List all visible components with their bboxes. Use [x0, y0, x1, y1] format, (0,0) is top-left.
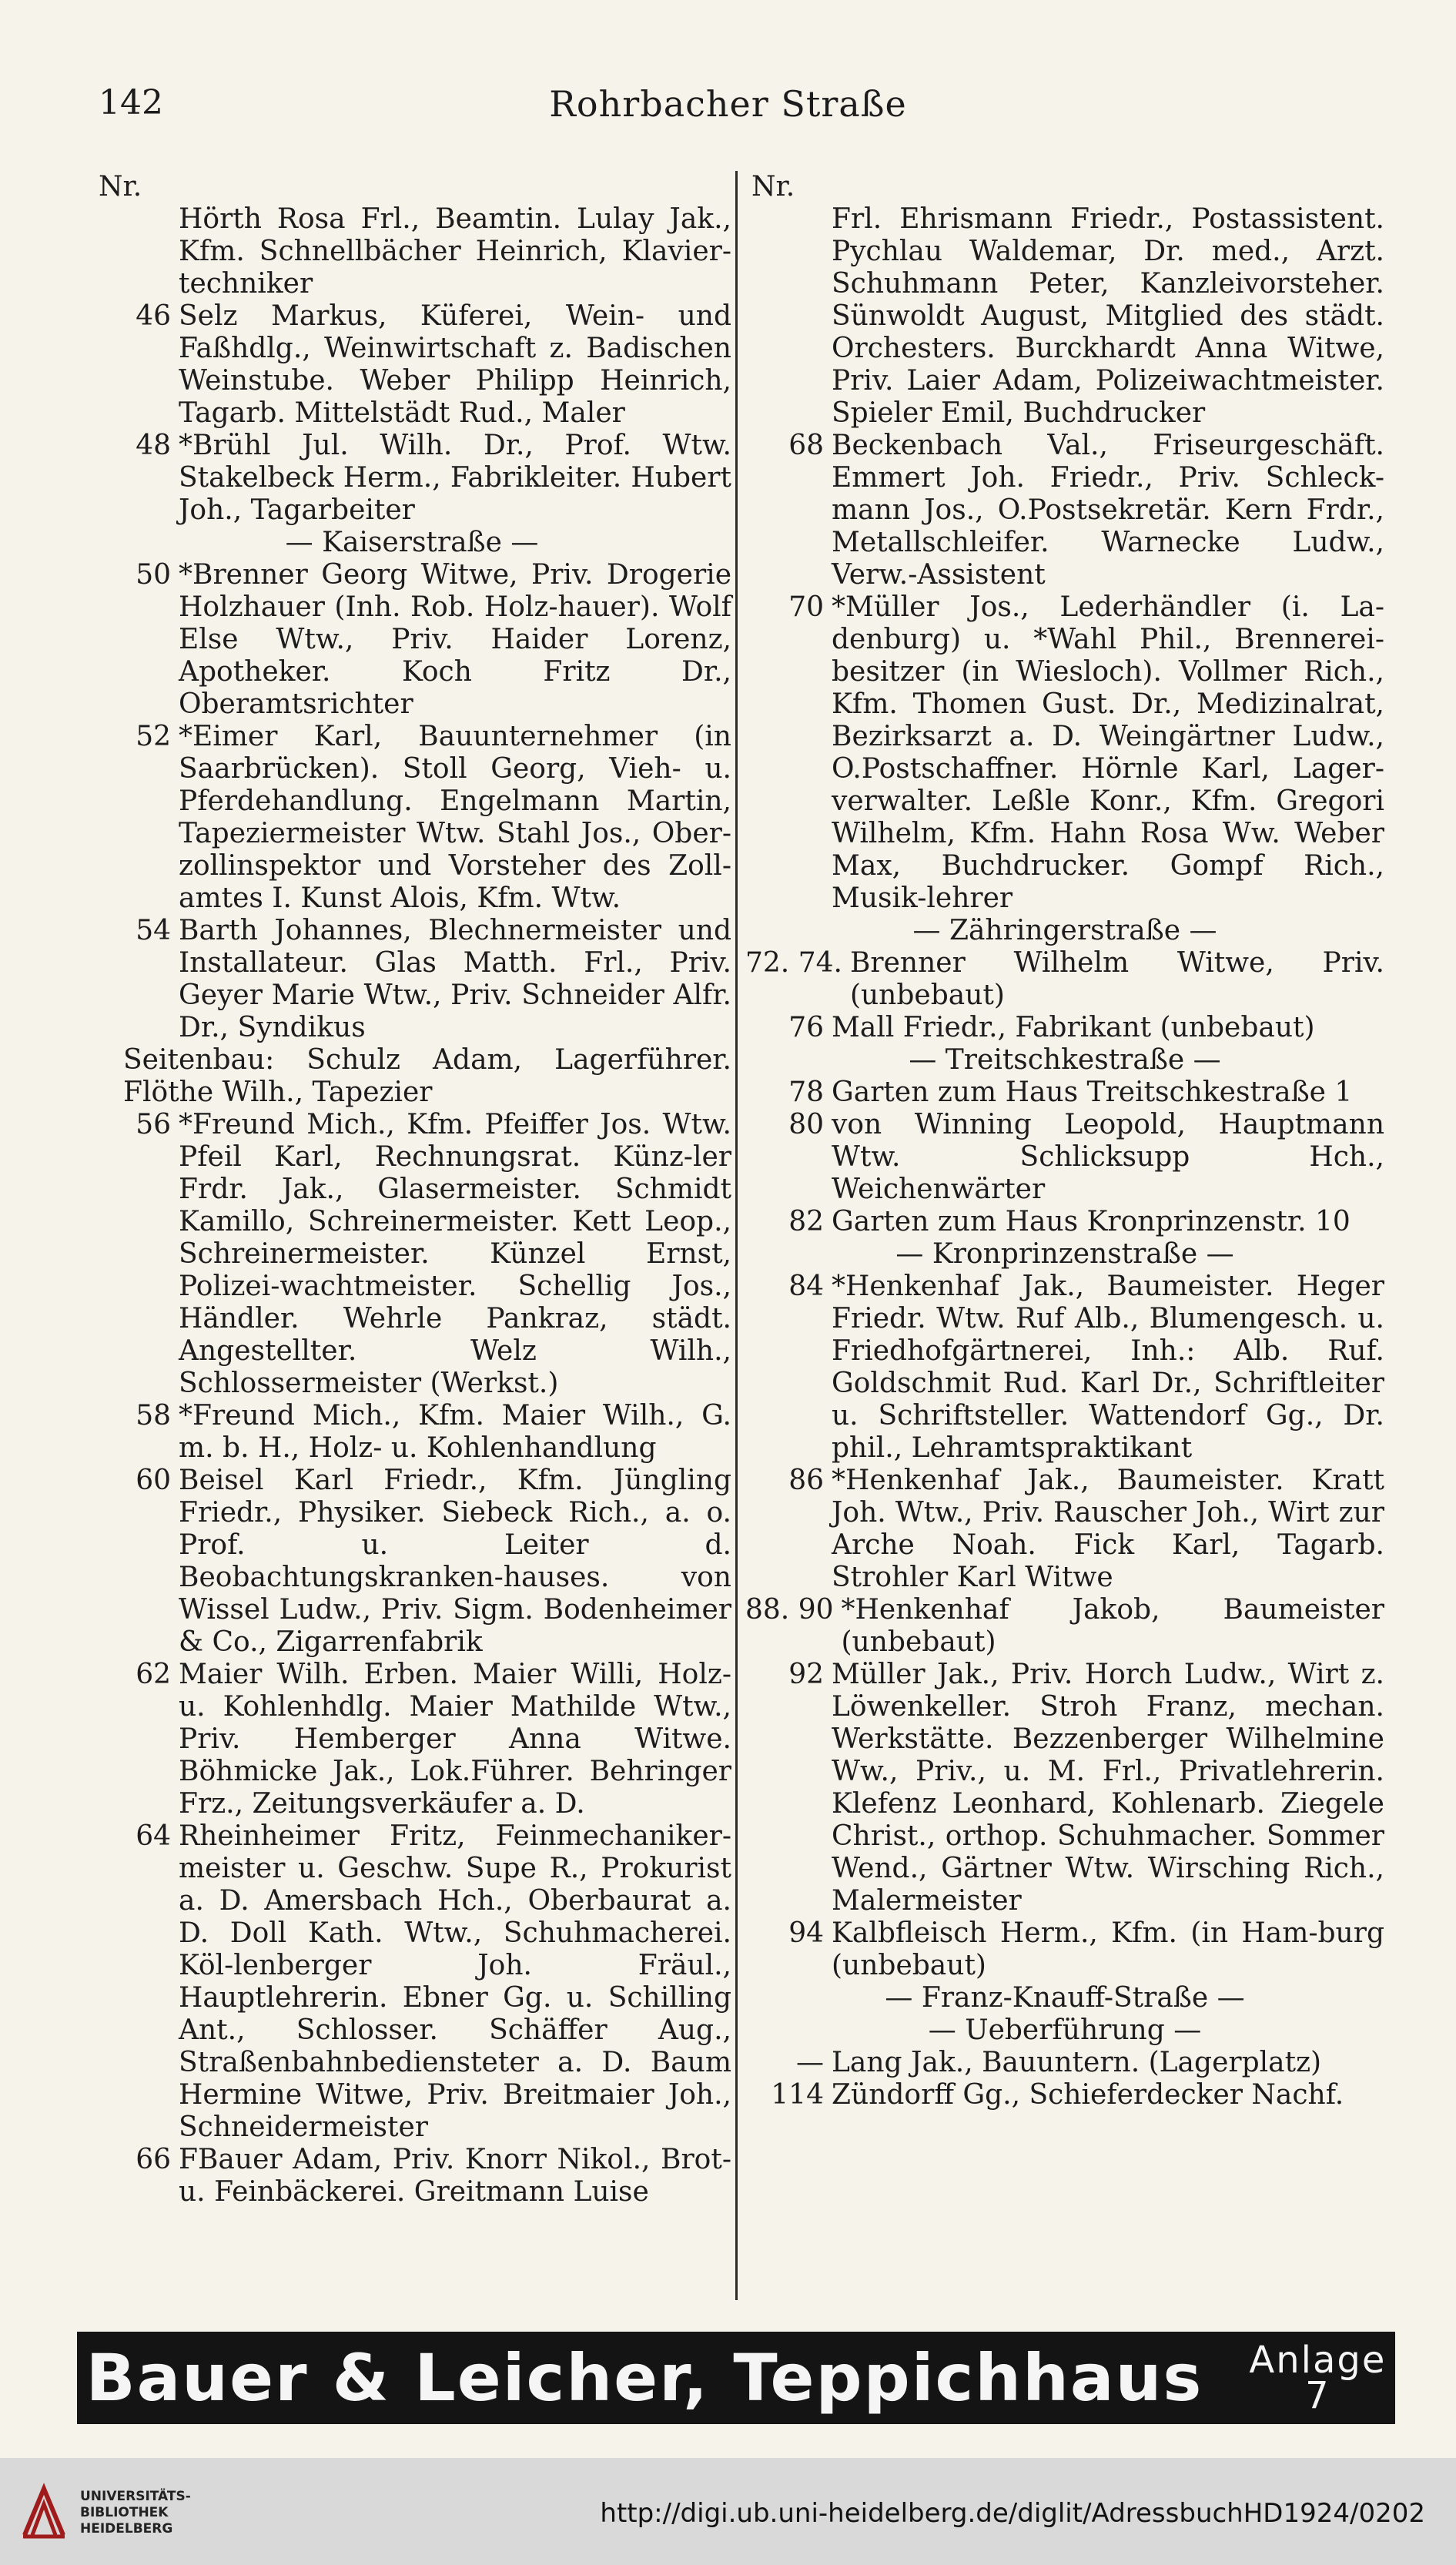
library-name: [80, 2489, 191, 2537]
resident-list: Garten zum Haus Kronprinzenstr. 10: [832, 1206, 1351, 1237]
house-number: 92: [788, 1659, 824, 1690]
cross-street: — Zähringerstraße —: [912, 915, 1217, 946]
house-number: 66: [136, 2144, 171, 2175]
address-entry: [92, 300, 731, 430]
address-entry: [92, 721, 731, 915]
anlage-word: Anlage: [1249, 2339, 1387, 2382]
resident-list: FBauer Adam, Priv. Knorr Nikol., Brot- u. Feinbäckerei. Greitmann Luise: [179, 2144, 731, 2208]
address-entry: [92, 1400, 731, 1465]
cross-street: — Kronprinzenstraße —: [895, 1238, 1234, 1270]
resident-list: von Winning Leopold, Hauptmann Wtw. Schlicksupp Hch., Weichenwärter: [832, 1109, 1384, 1205]
library-name-line3: HEIDELBERG: [80, 2521, 173, 2537]
resident-list: Lang Jak., Bauuntern. (Lagerplatz): [832, 2047, 1322, 2078]
house-number: 52: [136, 721, 171, 752]
house-number: 60: [136, 1465, 171, 1496]
address-entry: [92, 1109, 731, 1400]
address-entry: [745, 1594, 1384, 1659]
house-number: [92, 203, 179, 300]
column-header: Nr.: [99, 171, 142, 203]
resident-list: Barth Johannes, Blechnermeister und Installateur. Glas Matth. Frl., Priv. Geyer Marie Wtw., Priv. Schneider Alfr. Dr., Syndikus: [179, 915, 731, 1043]
address-entry: [745, 1465, 1384, 1594]
resident-list: Frl. Ehrismann Friedr., Postassistent. Pychlau Waldemar, Dr. med., Arzt. Schuhmann Peter, Kanzleivorsteher. Sünwoldt August, Mitglied des städt. Orchesters. Burckhardt Anna Witwe, Priv. Laier Adam, Polizeiwachtmeister. Spieler Emil, Buchdrucker: [832, 203, 1384, 429]
house-number: 86: [788, 1465, 824, 1496]
address-entry: [745, 1659, 1384, 1917]
house-number: 70: [788, 591, 824, 623]
address-entry: [92, 915, 731, 1044]
resident-list: *Freund Mich., Kfm. Maier Wilh., G. m. b. H., Holz- u. Kohlenhandlung: [179, 1400, 731, 1464]
house-number: 48: [136, 430, 171, 461]
resident-list: Mall Friedr., Fabrikant (unbebaut): [832, 1012, 1315, 1043]
address-entry: [745, 1109, 1384, 1206]
house-number: 46: [136, 300, 171, 332]
cross-street: — Kaiserstraße —: [285, 527, 539, 558]
footer-bar: [0, 2458, 1456, 2565]
address-entry: [745, 2079, 1384, 2111]
house-number: 72. 74.: [745, 947, 842, 979]
library-name-line1: UNIVERSITÄTS-: [80, 2489, 191, 2504]
resident-list: Zündorff Gg., Schieferdecker Nachf.: [832, 2079, 1344, 2111]
house-number: 94: [788, 1917, 824, 1949]
house-number: 64: [136, 1820, 171, 1852]
resident-list: *Brenner Georg Witwe, Priv. Drogerie Holzhauer (Inh. Rob. Holz-hauer). Wolf Else Wtw., Priv. Haider Lorenz, Apotheker. Koch Fritz Dr., Oberamtsrichter: [179, 559, 731, 720]
resident-list: Seitenbau: Schulz Adam, Lagerführer. Flöthe Wilh., Tapezier: [123, 1044, 731, 1108]
resident-list: Beckenbach Val., Friseurgeschäft. Emmert Joh. Friedr., Priv. Schleck-mann Jos., O.Postsekretär. Kern Frdr., Metallschleifer. Warnecke Ludw., Verw.-Assistent: [832, 430, 1384, 591]
right-column: [745, 171, 1384, 2111]
resident-list: Rheinheimer Fritz, Feinmechaniker-meister u. Geschw. Supe R., Prokurist a. D. Amersbach Hch., Oberbaurat a. D. Doll Kath. Wtw., Schuhmacherei. Köl-lenberger Joh. Fräul., Hauptlehrerin. Ebner Gg. u. Schilling Ant., Schlosser. Schäffer Aug., Straßenbahnbediensteter a. D. Baum Hermine Witwe, Priv. Breitmaier Joh., Schneidermeister: [179, 1820, 731, 2143]
house-number: 84: [788, 1271, 824, 1302]
address-entry: [745, 1271, 1384, 1465]
library-logo-icon: [17, 2481, 71, 2543]
resident-list: *Brühl Jul. Wilh. Dr., Prof. Wtw. Stakelbeck Herm., Fabrikleiter. Hubert Joh., Tagarbeiter: [179, 430, 731, 526]
house-number: [745, 203, 832, 430]
house-number: 58: [136, 1400, 171, 1432]
resident-list: Garten zum Haus Treitschkestraße 1: [832, 1077, 1353, 1108]
address-entry: [745, 1012, 1384, 1044]
address-entry: [745, 1206, 1384, 1238]
left-column: [92, 171, 731, 2208]
address-entry: [92, 559, 731, 721]
resident-list: Selz Markus, Küferei, Wein- und Faßhdlg., Weinwirtschaft z. Badischen Weinstube. Weber Philipp Heinrich, Tagarb. Mittelstädt Rud., Maler: [179, 300, 731, 429]
address-entry: [745, 203, 1384, 430]
page-number: 142: [99, 83, 163, 122]
house-number: [92, 1044, 123, 1109]
library-name-line2: BIBLIOTHEK: [80, 2505, 169, 2520]
resident-list: *Henkenhaf Jak., Baumeister. Kratt Joh. Wtw., Priv. Rauscher Joh., Wirt zur Arche Noah. Fick Karl, Tagarb. Strohler Karl Witwe: [832, 1465, 1384, 1593]
advertisement-text: Bauer & Leicher, Teppichhaus: [85, 2340, 1203, 2416]
house-number: 114: [771, 2079, 824, 2111]
resident-list: *Henkenhaf Jakob, Baumeister (unbebaut): [841, 1594, 1384, 1658]
house-number: 88. 90: [745, 1594, 834, 1626]
page-title: Rohrbacher Straße: [549, 83, 907, 125]
address-entry: [745, 430, 1384, 591]
anlage-label: [1249, 2339, 1387, 2417]
house-number: 56: [136, 1109, 171, 1140]
house-number: 50: [136, 559, 171, 591]
resident-list: Kalbfleisch Herm., Kfm. (in Ham-burg (unbebaut): [832, 1917, 1384, 1981]
house-number: 78: [788, 1077, 824, 1108]
address-entry: [92, 430, 731, 527]
house-number: 68: [788, 430, 824, 461]
address-entry: [745, 2047, 1384, 2079]
resident-list: Hörth Rosa Frl., Beamtin. Lulay Jak., Kfm. Schnellbächer Heinrich, Klavier-techniker: [179, 203, 731, 300]
resident-list: *Müller Jos., Lederhändler (i. La-denburg) u. *Wahl Phil., Brennerei-besitzer (in Wiesloch). Vollmer Rich., Kfm. Thomen Gust. Dr., Medizinalrat, Bezirksarzt a. D. Weingärtner Ludw., O.Postschaffner. Hörnle Karl, Lager-verwalter. Leßle Konr., Kfm. Gregori Wilhelm, Kfm. Hahn Rosa Ww. Weber Max, Buchdrucker. Gompf Rich., Musik-lehrer: [832, 591, 1384, 914]
address-entry: [745, 1077, 1384, 1109]
address-entry: [92, 1465, 731, 1659]
resident-list: *Eimer Karl, Bauunternehmer (in Saarbrücken). Stoll Georg, Vieh- u. Pferdehandlung. Engelmann Martin, Tapeziermeister Wtw. Stahl Jos., Ober-zollinspektor und Vorsteher des Zoll-amtes I. Kunst Alois, Kfm. Wtw.: [179, 721, 731, 914]
address-entry: [92, 203, 731, 300]
address-entry: [92, 2144, 731, 2208]
resident-list: *Henkenhaf Jak., Baumeister. Heger Friedr. Wtw. Ruf Alb., Blumengesch. u. Friedhofgärtnerei, Inh.: Alb. Ruf. Goldschmit Rud. Karl Dr., Schriftleiter u. Schriftsteller. Wattendorf Gg., Dr. phil., Lehramtspraktikant: [832, 1271, 1384, 1464]
address-entry: [92, 1820, 731, 2144]
resident-list: Maier Wilh. Erben. Maier Willi, Holz- u. Kohlenhdlg. Maier Mathilde Wtw., Priv. Hemberger Anna Witwe. Böhmicke Jak., Lok.Führer. Behringer Frz., Zeitungsverkäufer a. D.: [179, 1659, 731, 1820]
house-number: 62: [136, 1659, 171, 1690]
address-entry: [92, 1044, 731, 1109]
anlage-number: 7: [1305, 2374, 1330, 2417]
column-header: Nr.: [751, 171, 795, 203]
house-number: 76: [788, 1012, 824, 1043]
house-number: 80: [788, 1109, 824, 1140]
advertisement-banner: [77, 2332, 1395, 2424]
address-entry: [92, 1659, 731, 1820]
house-number: —: [796, 2047, 824, 2078]
cross-street: — Franz-Knauff-Straße —: [885, 1982, 1245, 2014]
resident-list: Müller Jak., Priv. Horch Ludw., Wirt z. Löwenkeller. Stroh Franz, mechan. Werkstätte. Bezzenberger Wilhelmine Ww., Priv., u. M. Frl., Privatlehrerin. Klefenz Leonhard, Kohlenarb. Ziegele Christ., orthop. Schuhmacher. Sommer Wend., Gärtner Wtw. Wirsching Rich., Malermeister: [832, 1659, 1384, 1917]
column-divider: [735, 171, 738, 2300]
house-number: 54: [136, 915, 171, 946]
cross-street: — Treitschkestraße —: [909, 1044, 1221, 1076]
resident-list: Beisel Karl Friedr., Kfm. Jüngling Friedr., Physiker. Siebeck Rich., a. o. Prof. u. Leiter d. Beobachtungskranken-hauses. von Wissel Ludw., Priv. Sigm. Bodenheimer & Co., Zigarrenfabrik: [179, 1465, 731, 1658]
cross-street: — Ueberführung —: [928, 2014, 1202, 2046]
address-entry: [745, 591, 1384, 915]
resident-list: Brenner Wilhelm Witwe, Priv. (unbebaut): [849, 947, 1384, 1011]
address-entry: [745, 1917, 1384, 1982]
address-entry: [745, 947, 1384, 1012]
house-number: 82: [788, 1206, 824, 1237]
source-url-link[interactable]: http://digi.ub.uni-heidelberg.de/diglit/AdressbuchHD1924/0202: [600, 2498, 1425, 2529]
resident-list: *Freund Mich., Kfm. Pfeiffer Jos. Wtw. Pfeil Karl, Rechnungsrat. Künz-ler Frdr. Jak., Glasermeister. Schmidt Kamillo, Schreinermeister. Kett Leop., Schreinermeister. Künzel Ernst, Polizei-wachtmeister. Schellig Jos., Händler. Wehrle Pankraz, städt. Angestellter. Welz Wilh., Schlossermeister (Werkst.): [179, 1109, 731, 1399]
